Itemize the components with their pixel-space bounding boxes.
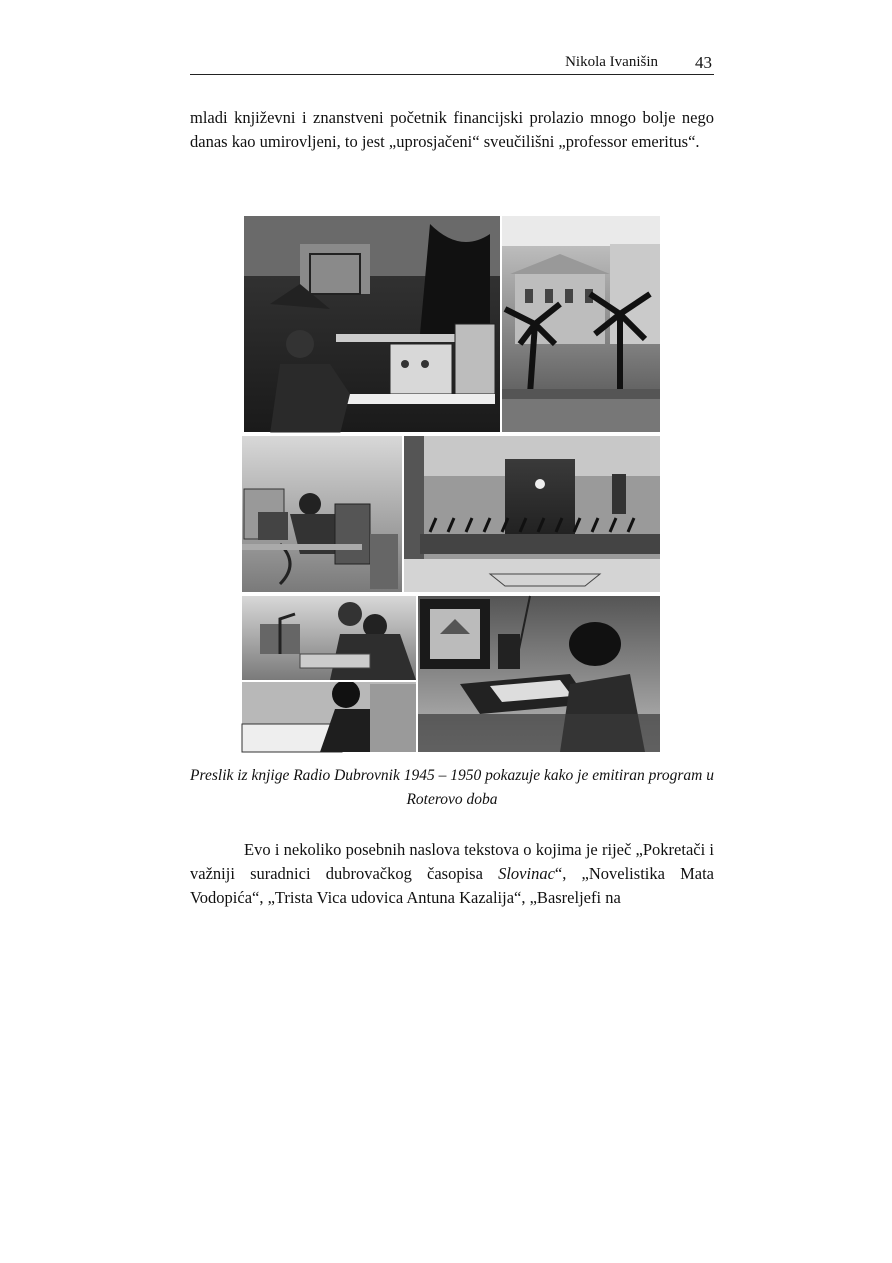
photo-men-microphone [242, 596, 416, 680]
photo-woman-control-desk [418, 596, 660, 752]
photo-radio-operator-garden [244, 216, 500, 434]
paragraph-titles [190, 838, 714, 910]
paragraph-titles-part2: “, „Novelistika Mata Vodopića“, „Trista Vica udovica Antuna Kazalija“, „Basreljefi na [190, 864, 715, 907]
journal-title-slovinac: Slovinac [498, 864, 555, 883]
photo-collage [240, 214, 662, 754]
header-author: Nikola Ivanišin [565, 54, 658, 70]
paragraph-titles-part1: Evo i nekoliko posebnih naslova tekstova o kojima je riječ „Pokretači i važniji suradnici dubrovačkog časopisa [190, 840, 714, 883]
photo-technician-console [242, 436, 402, 592]
photo-villa-palms [502, 216, 660, 432]
paragraph-intro: mladi književni i znanstveni početnik financijski prolazio mnogo bolje nego danas kao umirovljeni, to jest „uprosjačeni“ sveučilišni „professor emeritus“. [190, 108, 714, 151]
photo-man-reading [242, 680, 416, 752]
page-number: 43 [695, 53, 712, 72]
figure-caption: Preslik iz knjige Radio Dubrovnik 1945 – 1950 pokazuje kako je emitiran program u Roterovo doba [190, 767, 714, 808]
running-header [190, 52, 714, 75]
photo-studio-hall [404, 436, 660, 592]
